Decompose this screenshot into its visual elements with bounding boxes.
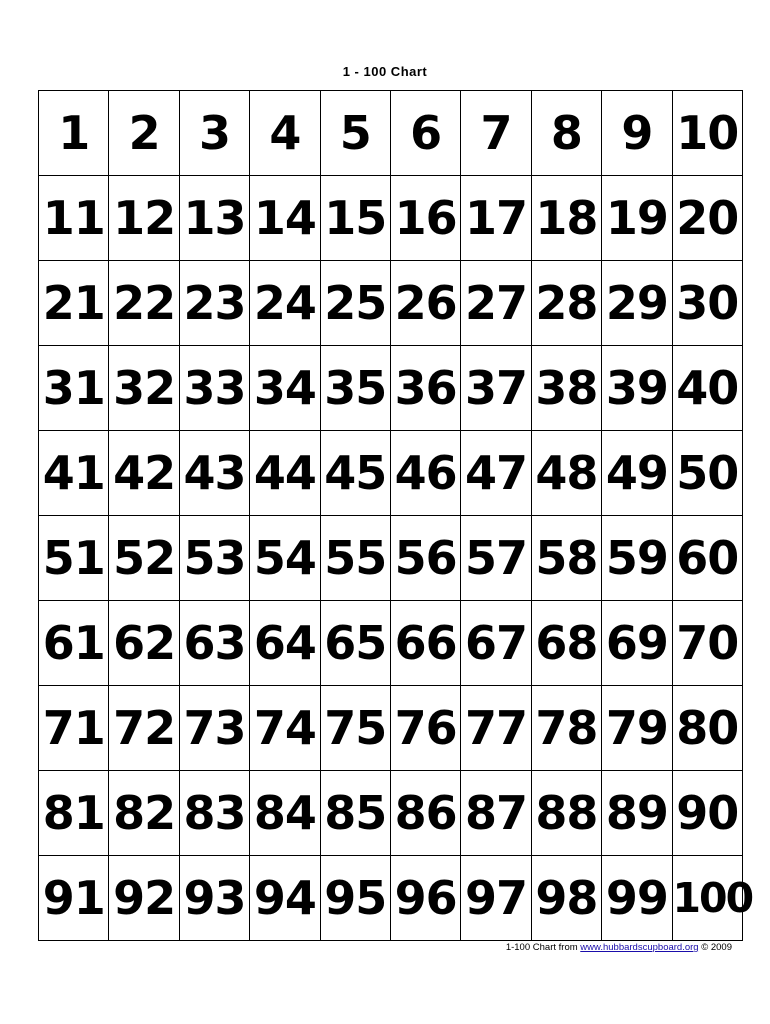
number-cell: 47: [461, 431, 531, 516]
table-row: [39, 771, 743, 856]
footer-prefix: 1-100 Chart from: [505, 942, 581, 953]
number-cell: 8: [531, 91, 601, 176]
number-cell: 27: [461, 261, 531, 346]
number-cell: 82: [109, 771, 179, 856]
number-cell: 68: [531, 601, 601, 686]
number-cell: 34: [250, 346, 320, 431]
number-cell: 57: [461, 516, 531, 601]
number-cell: 58: [531, 516, 601, 601]
number-cell: 63: [179, 601, 249, 686]
number-cell: 24: [250, 261, 320, 346]
number-cell: 28: [531, 261, 601, 346]
number-cell: 52: [109, 516, 179, 601]
number-cell: 99: [602, 856, 672, 941]
number-cell: 40: [672, 346, 742, 431]
number-cell: 75: [320, 686, 390, 771]
number-cell: 37: [461, 346, 531, 431]
number-cell: 73: [179, 686, 249, 771]
number-cell: 71: [39, 686, 109, 771]
number-cell: 86: [390, 771, 460, 856]
number-cell: 97: [461, 856, 531, 941]
source-link[interactable]: www.hubbardscupboard.org: [580, 942, 699, 953]
table-row: [39, 516, 743, 601]
number-cell: 62: [109, 601, 179, 686]
number-cell: 41: [39, 431, 109, 516]
number-cell: 69: [602, 601, 672, 686]
number-cell: 11: [39, 176, 109, 261]
number-cell: 33: [179, 346, 249, 431]
number-cell: 87: [461, 771, 531, 856]
number-cell: 9: [602, 91, 672, 176]
number-cell: 32: [109, 346, 179, 431]
table-row: [39, 686, 743, 771]
number-cell: 16: [390, 176, 460, 261]
number-cell: 15: [320, 176, 390, 261]
number-cell: 93: [179, 856, 249, 941]
number-grid-body: [39, 91, 753, 941]
number-cell: 3: [179, 91, 249, 176]
number-cell: 61: [39, 601, 109, 686]
number-cell: 81: [39, 771, 109, 856]
number-cell: 35: [320, 346, 390, 431]
number-cell: 18: [531, 176, 601, 261]
number-cell: 10: [672, 91, 742, 176]
number-cell: 60: [672, 516, 742, 601]
table-row: [39, 601, 743, 686]
table-row: [39, 261, 743, 346]
number-cell: 44: [250, 431, 320, 516]
number-cell: 46: [390, 431, 460, 516]
number-cell: 53: [179, 516, 249, 601]
number-cell: 98: [531, 856, 601, 941]
number-cell: 49: [602, 431, 672, 516]
number-cell: 74: [250, 686, 320, 771]
number-cell: 7: [461, 91, 531, 176]
number-cell: 84: [250, 771, 320, 856]
number-cell: 65: [320, 601, 390, 686]
number-cell: 30: [672, 261, 742, 346]
number-cell: 29: [602, 261, 672, 346]
page-title: 1 - 100 Chart: [342, 64, 428, 79]
number-cell: 26: [390, 261, 460, 346]
number-grid-table: [38, 90, 753, 941]
number-cell: 94: [250, 856, 320, 941]
number-cell: 14: [250, 176, 320, 261]
number-cell: 5: [320, 91, 390, 176]
footer-credit: [0, 942, 732, 953]
number-cell: 12: [109, 176, 179, 261]
number-cell: 54: [250, 516, 320, 601]
number-cell: 22: [109, 261, 179, 346]
number-cell: 23: [179, 261, 249, 346]
number-cell: 89: [602, 771, 672, 856]
number-cell: 45: [320, 431, 390, 516]
table-row: [39, 91, 743, 176]
number-cell: 67: [461, 601, 531, 686]
footer-copyright: © 2009: [698, 942, 732, 953]
number-cell: 59: [602, 516, 672, 601]
number-cell: 31: [39, 346, 109, 431]
number-cell: 100: [672, 856, 742, 941]
number-cell: 88: [531, 771, 601, 856]
table-row: [39, 431, 743, 516]
number-cell: 39: [602, 346, 672, 431]
number-cell: 56: [390, 516, 460, 601]
number-cell: 25: [320, 261, 390, 346]
number-cell: 90: [672, 771, 742, 856]
number-cell: 48: [531, 431, 601, 516]
number-cell: 78: [531, 686, 601, 771]
table-row: [39, 176, 743, 261]
number-cell: 70: [672, 601, 742, 686]
number-cell: 80: [672, 686, 742, 771]
number-cell: 42: [109, 431, 179, 516]
number-cell: 17: [461, 176, 531, 261]
number-cell: 72: [109, 686, 179, 771]
number-cell: 4: [250, 91, 320, 176]
number-cell: 76: [390, 686, 460, 771]
number-cell: 36: [390, 346, 460, 431]
number-cell: 51: [39, 516, 109, 601]
number-cell: 77: [461, 686, 531, 771]
number-chart: [38, 90, 753, 930]
number-cell: 96: [390, 856, 460, 941]
number-cell: 13: [179, 176, 249, 261]
number-cell: 91: [39, 856, 109, 941]
number-cell: 50: [672, 431, 742, 516]
number-cell: 85: [320, 771, 390, 856]
number-cell: 66: [390, 601, 460, 686]
number-cell: 6: [390, 91, 460, 176]
number-cell: 55: [320, 516, 390, 601]
number-cell: 95: [320, 856, 390, 941]
number-cell: 83: [179, 771, 249, 856]
number-cell: 38: [531, 346, 601, 431]
number-cell: 19: [602, 176, 672, 261]
number-cell: 21: [39, 261, 109, 346]
number-cell: 2: [109, 91, 179, 176]
number-cell: 20: [672, 176, 742, 261]
number-cell: 79: [602, 686, 672, 771]
table-row: [39, 856, 743, 941]
number-cell: 64: [250, 601, 320, 686]
table-row: [39, 346, 743, 431]
number-cell: 92: [109, 856, 179, 941]
number-cell: 43: [179, 431, 249, 516]
number-cell: 1: [39, 91, 109, 176]
